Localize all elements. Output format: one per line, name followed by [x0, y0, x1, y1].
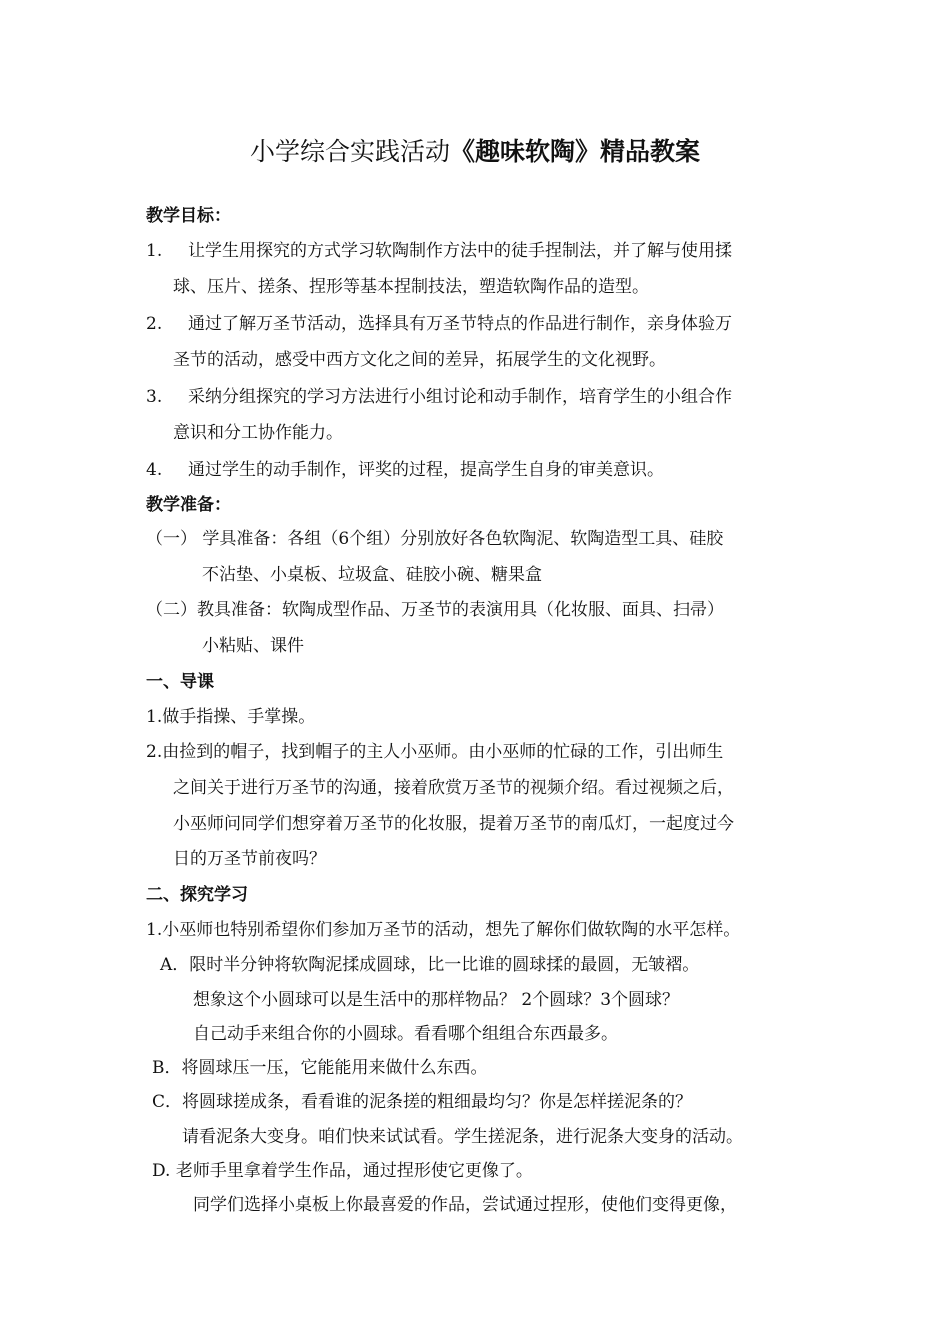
objective-4-text: 通过学生的动手制作，评奖的过程，提高学生自身的审美意识。: [188, 460, 664, 480]
objective-1-number: 1.: [146, 241, 163, 261]
preparation-1-line2: 不沾垫、小桌板、垃圾盒、硅胶小碗、糖果盒: [202, 565, 542, 585]
preparation-2-line1: （二）教具准备：软陶成型作品、万圣节的表演用具（化妆服、面具、扫帚）: [146, 600, 724, 620]
objective-1-line2: 球、压片、搓条、捏形等基本捏制技法，塑造软陶作品的造型。: [173, 277, 649, 297]
section1-line-2: 2.由捡到的帽子，找到帽子的主人小巫师。由小巫师的忙碌的工作，引出师生: [146, 742, 724, 762]
preparation-heading: 教学准备：: [146, 495, 231, 515]
section1-line-5: 日的万圣节前夜吗？: [173, 849, 326, 869]
section2-line-9: 同学们选择小桌板上你最喜爱的作品，尝试通过捏形，使他们变得更像，: [193, 1195, 737, 1215]
section2-heading: 二、探究学习: [146, 885, 248, 905]
section1-line-3: 之间关于进行万圣节的沟通，接着欣赏万圣节的视频介绍。看过视频之后，: [173, 778, 734, 798]
preparation-2-line2: 小粘贴、课件: [202, 636, 304, 656]
objective-2-line2: 圣节的活动，感受中西方文化之间的差异，拓展学生的文化视野。: [173, 350, 666, 370]
objective-3-line1: [146, 385, 732, 409]
section2-line-4: 自己动手来组合你的小圆球。看看哪个组组合东西最多。: [193, 1024, 618, 1044]
objective-2-text: 通过了解万圣节活动，选择具有万圣节特点的作品进行制作，亲身体验万: [188, 314, 732, 334]
objective-3-text: 采纳分组探究的学习方法进行小组讨论和动手制作，培育学生的小组合作: [188, 387, 732, 407]
preparation-1-line1: （一） 学具准备：各组（6个组）分别放好各色软陶泥、软陶造型工具、硅胶: [146, 529, 724, 549]
section2-line-3: 想象这个小圆球可以是生活中的那样物品？ 2个圆球？3个圆球？: [193, 990, 680, 1010]
objectives-heading: 教学目标：: [146, 206, 231, 226]
title-emphasis: 《趣味软陶》精品教案: [450, 137, 701, 166]
section2-line-2: A．限时半分钟将软陶泥揉成圆球，比一比谁的圆球揉的最圆，无皱褶。: [160, 955, 700, 975]
section1-heading: 一、导课: [146, 672, 214, 692]
section2-line-5: B．将圆球压一压，它能能用来做什么东西。: [152, 1058, 488, 1078]
section2-line-6: C．将圆球搓成条，看看谁的泥条搓的粗细最均匀？你是怎样搓泥条的？: [152, 1092, 693, 1112]
section1-line-4: 小巫师问同学们想穿着万圣节的化妆服，提着万圣节的南瓜灯，一起度过今: [173, 814, 734, 834]
objective-4-number: 4.: [146, 460, 163, 480]
objective-3-number: 3.: [146, 387, 163, 407]
section2-line-8: D. 老师手里拿着学生作品，通过捏形使它更像了。: [152, 1161, 533, 1181]
objective-2-line1: [146, 312, 732, 336]
objective-4-line1: [146, 458, 664, 482]
objective-1-line1: [146, 239, 732, 263]
title-plain: 小学综合实践活动: [249, 137, 450, 166]
objective-3-line2: 意识和分工协作能力。: [173, 423, 343, 443]
section1-line-1: 1.做手指操、手掌操。: [146, 707, 316, 727]
section2-line-1: 1.小巫师也特别希望你们参加万圣节的活动，想先了解你们做软陶的水平怎样。: [146, 920, 741, 940]
objective-1-text: 让学生用探究的方式学习软陶制作方法中的徒手捏制法，并了解与使用揉: [188, 241, 732, 261]
section2-line-7: 请看泥条大变身。咱们快来试试看。学生搓泥条，进行泥条大变身的活动。: [182, 1127, 743, 1147]
objective-2-number: 2.: [146, 314, 163, 334]
document-title: [0, 132, 950, 172]
